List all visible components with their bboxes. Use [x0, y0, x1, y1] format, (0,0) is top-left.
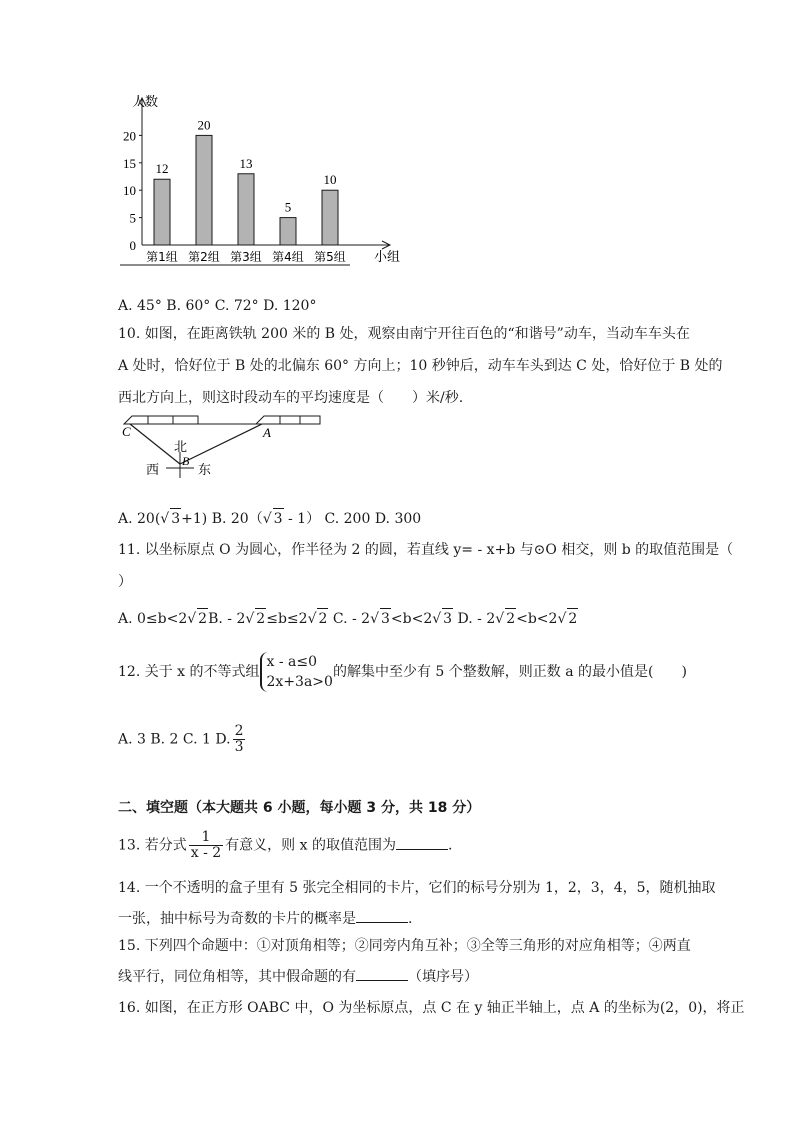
line-bc [130, 424, 180, 464]
label-east: 东 [198, 463, 212, 478]
q15-line2-end: （填序号） [408, 969, 478, 985]
q11-text: B. - 2 [208, 611, 246, 627]
y-tick-label: 0 [129, 238, 136, 253]
q12-options [118, 724, 247, 755]
q11-options [118, 608, 578, 629]
q13-post: 有意义，则 x 的取值范围为 [225, 837, 396, 854]
q12-post: 的解集中至少有 5 个整数解，则正数 a 的最小值是( ) [332, 664, 687, 680]
bar [238, 174, 254, 245]
label-a: A [263, 425, 271, 440]
category-label: 第3组 [230, 250, 262, 264]
bar [154, 179, 170, 245]
category-label: 第5组 [314, 250, 346, 264]
q10-line1: 10. 如图，在距离铁轨 200 米的 B 处，观察由南宁开往百色的“和谐号”动车，当动车车头在 [118, 326, 690, 342]
q11-text: <b<2 [390, 611, 433, 627]
q11-radicand: 2 [255, 608, 266, 629]
q11-text: D. - 2 [453, 611, 496, 627]
sqrt-symbol: √ [307, 611, 317, 627]
q14-line2 [118, 908, 412, 929]
y-tick-label: 5 [129, 210, 136, 226]
q10-opt-b-radicand: 3 [273, 508, 284, 529]
x-axis-label: 小组 [374, 250, 401, 265]
q10-options [118, 508, 421, 529]
sqrt-symbol: √ [245, 611, 255, 627]
label-b: B [182, 454, 190, 468]
section2-title: 二、填空题（本大题共 6 小题，每小题 3 分，共 18 分） [118, 800, 481, 816]
q11-radicand: 2 [197, 608, 208, 629]
q15-line2-pre: 线平行，同位角相等，其中假命题的有 [118, 969, 356, 985]
q13 [118, 830, 452, 861]
answer-blank[interactable] [356, 908, 408, 923]
q14-line2-end: . [408, 911, 413, 927]
category-label: 第2组 [188, 250, 220, 264]
y-tick-label: 15 [123, 155, 136, 171]
q9-options: A. 45° B. 60° C. 72° D. 120° [118, 298, 317, 314]
sqrt-symbol: √ [432, 611, 442, 627]
q11-radicand: 2 [567, 608, 578, 629]
bar-value-label: 20 [197, 117, 211, 133]
q10-line2: A 处时，恰好位于 B 处的北偏东 60° 方向上；10 秒钟后，动车车头到达 C 处，恰好位于 B 处的 [118, 358, 723, 374]
q10-opt-a-post: +1) B. 20（ [181, 511, 263, 527]
q16-line1: 16. 如图，在正方形 OABC 中，O 为坐标原点，点 C 在 y 轴正半轴上，点 A 的坐标为(2，0)，将正 [118, 1000, 745, 1016]
y-tick-label: 10 [123, 183, 136, 199]
bar-value-label: 5 [284, 199, 292, 215]
bar [280, 218, 296, 245]
q10-diagram [118, 412, 328, 484]
q12-inequality-system [260, 652, 333, 692]
bar-value-label: 13 [239, 155, 253, 171]
bar-value-label: 12 [155, 161, 169, 177]
q10-opt-b-post: - 1） C. 200 D. 300 [283, 511, 422, 527]
y-tick-label: 20 [123, 128, 136, 144]
y-axis-label: 人数 [132, 95, 159, 110]
bar [322, 190, 338, 245]
q13-fraction [189, 830, 223, 861]
q12-stem [118, 652, 687, 692]
q12-fraction [233, 724, 246, 755]
q11-radicand: 2 [505, 608, 516, 629]
q11-text: C. - 2 [328, 611, 371, 627]
q11-radicand: 2 [317, 608, 328, 629]
bar-value-label: 10 [323, 172, 337, 188]
q11-radicand: 3 [380, 608, 391, 629]
sqrt-symbol: √ [557, 611, 567, 627]
q12-ineq2: 2x+3a>0 [266, 674, 333, 690]
q14-line2-pre: 一张，抽中标号为奇数的卡片的概率是 [118, 911, 356, 927]
q12-frac-den: 3 [234, 739, 244, 755]
train-a-icon [256, 416, 320, 424]
q11-text: <b<2 [516, 611, 558, 627]
q15-line2 [118, 966, 478, 987]
q12-frac-num: 2 [234, 723, 244, 739]
sqrt-symbol: √ [370, 611, 379, 627]
q12-pre: 12. 关于 x 的不等式组 [118, 664, 260, 680]
category-label: 第4组 [272, 250, 304, 264]
sqrt-symbol: √ [160, 511, 170, 527]
category-label: 第1组 [146, 250, 178, 264]
answer-blank[interactable] [356, 966, 408, 981]
q13-pre: 13. 若分式 [118, 837, 187, 854]
q13-frac-den: x - 2 [190, 845, 222, 861]
bar-chart [100, 88, 430, 273]
q11-text: A. 0≤b<2 [118, 611, 188, 627]
q11-text: ≤b≤2 [266, 611, 308, 627]
q13-frac-num: 1 [189, 830, 223, 846]
q10-opt-a-pre: A. 20( [118, 511, 161, 527]
answer-blank[interactable] [396, 835, 448, 850]
q12-ineq1: x - a≤0 [266, 654, 318, 670]
line-ba [180, 424, 262, 464]
sqrt-symbol: √ [262, 511, 272, 527]
q11-line1: 11. 以坐标原点 O 为圆心，作半径为 2 的圆，若直线 y= - x+b 与⊙O 相交，则 b 的取值范围是（ [118, 542, 734, 558]
q10-line3: 西北方向上，则这时段动车的平均速度是（ ）米/秒. [118, 390, 464, 406]
bar [196, 135, 212, 245]
q12-options-pre: A. 3 B. 2 C. 1 D. [118, 731, 231, 748]
q15-line1: 15. 下列四个命题中：①对顶角相等；②同旁内角互补；③全等三角形的对应角相等；④两直 [118, 938, 691, 954]
q11-line2: ） [118, 574, 132, 590]
sqrt-symbol: √ [187, 611, 197, 627]
q11-radicand: 3 [442, 608, 453, 629]
label-west: 西 [146, 463, 160, 478]
label-c: C [122, 424, 131, 439]
q10-opt-a-radicand: 3 [170, 508, 181, 529]
label-north: 北 [174, 440, 188, 455]
q13-end: . [447, 837, 453, 854]
q14-line1: 14. 一个不透明的盒子里有 5 张完全相同的卡片，它们的标号分别为 1，2，3，4，5，随机抽取 [118, 880, 716, 896]
sqrt-symbol: √ [495, 611, 505, 627]
train-c-icon [124, 416, 198, 424]
